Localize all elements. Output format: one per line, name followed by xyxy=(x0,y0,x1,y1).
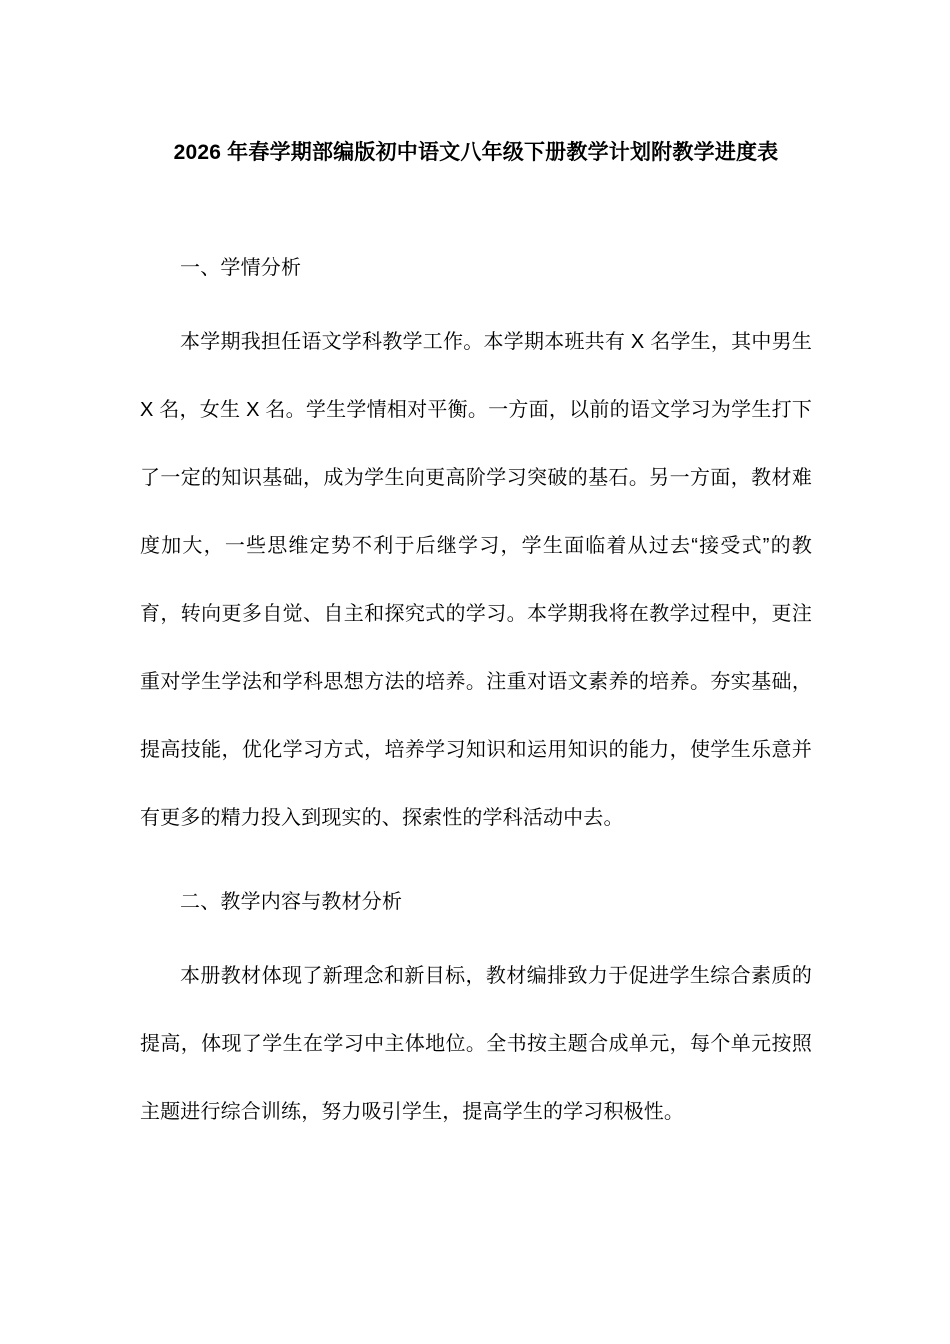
title-spacer xyxy=(140,170,812,250)
heading-spacer-1 xyxy=(140,286,812,308)
section-heading-2: 二、教学内容与教材分析 xyxy=(180,891,403,913)
section-heading-1: 一、学情分析 xyxy=(180,257,302,279)
section-paragraph-2: 本册教材体现了新理念和新目标，教材编排致力于促进学生综合素质的提高，体现了学生在学习中主体地位。全书按主题合成单元，每个单元按照主题进行综合训练，努力吸引学生，提高学生的学习积极性。 xyxy=(140,965,812,1123)
section-spacer xyxy=(140,852,812,884)
section-paragraph-1: 本学期我担任语文学科教学工作。本学期本班共有 X 名学生，其中男生 X 名，女生 X 名。学生学情相对平衡。一方面，以前的语文学习为学生打下了一定的知识基础，成为学生向更高阶学习突破的基石。另一方面，教材难度加大，一些思维定势不利于后继学习，学生面临着从过去“接受式”的教育，转向更多自觉、自主和探究式的学习。本学期我将在教学过程中，更注重对学生学法和学科思想方法的培养。注重对语文素养的培养。夯实基础，提高技能，优化学习方式，培养学习知识和运用知识的能力，使学生乐意并有更多的精力投入到现实的、探索性的学科活动中去。 xyxy=(140,331,812,829)
document-body xyxy=(140,0,812,1146)
document-title: 2026 年春学期部编版初中语文八年级下册教学计划附教学进度表 xyxy=(173,141,779,164)
heading-spacer-2 xyxy=(140,920,812,942)
